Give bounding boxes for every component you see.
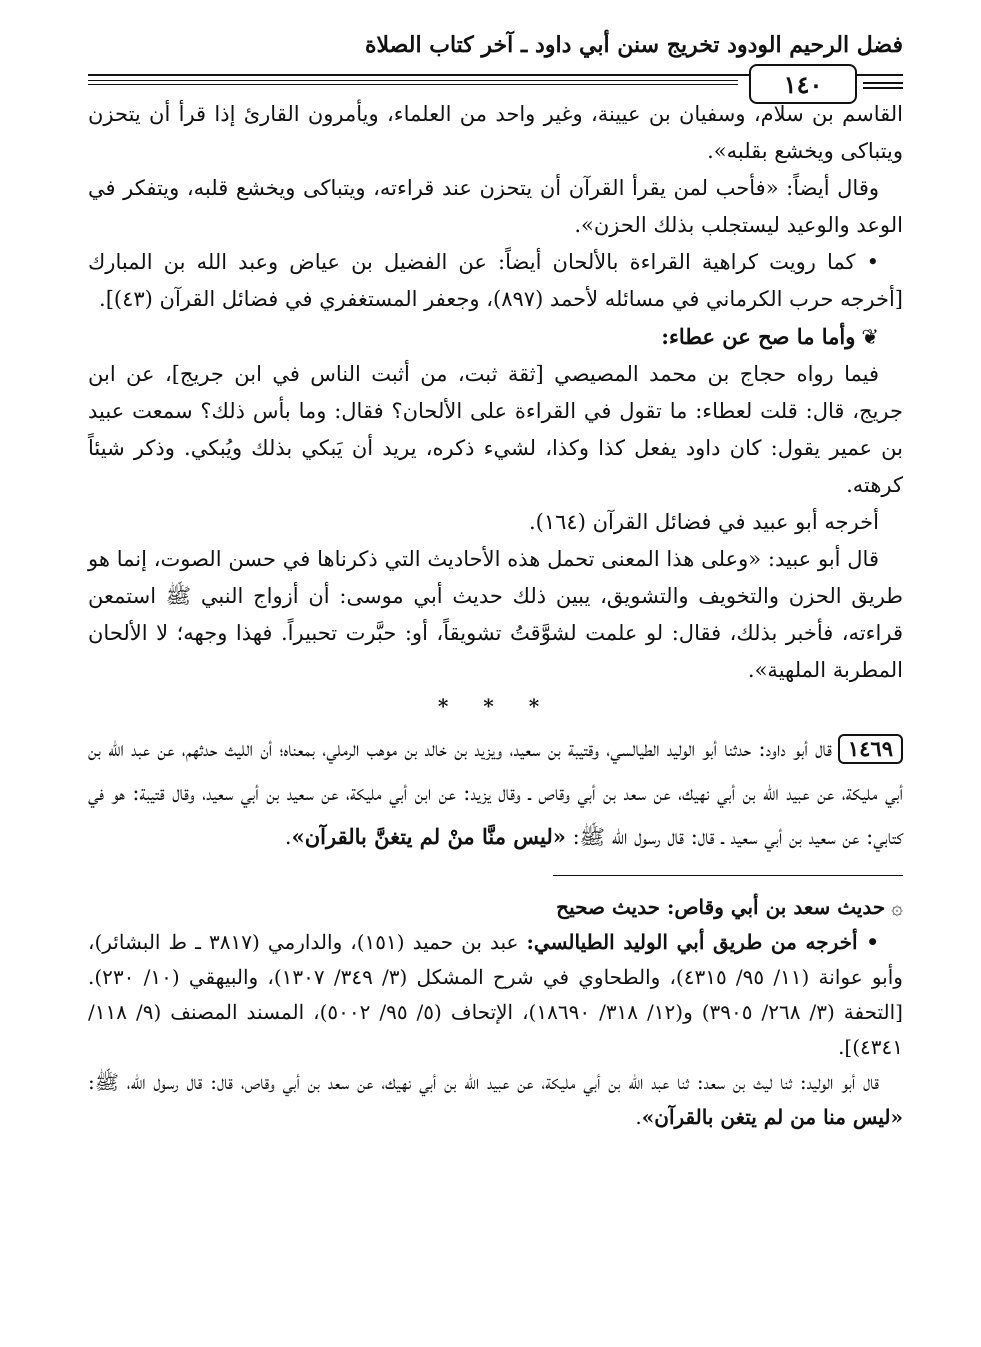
ornament-icon: ۞ bbox=[891, 895, 903, 919]
footnotes bbox=[88, 890, 903, 1135]
paragraph: وقال أيضاً: «فأحب لمن يقرأ القرآن أن يتحزن عند قراءته، ويتباكى ويخشع قلبه، ويتفكر في الوعد والوعيد ليستجلب بذلك الحزن». bbox=[88, 176, 903, 237]
header-rule-left bbox=[88, 80, 738, 81]
footnote-matn: «ليس منا من لم يتغن بالقرآن» bbox=[641, 1105, 903, 1129]
hadith-text: قال أبو داود: حدثنا أبو الوليد الطيالسي، وقتيبة بن سعيد، ويزيد بن خالد بن موهب الرملي، بمعناه؛ أن الليث حدثهم، عن عبد الله بن أبي مليكة، عن عبيد الله بن أبي نهيك، عن سعد بن أبي وقاص ـ وقال يزيد: عن ابن أبي مليكة، عن سعيد بن أبي سعيد، وقال قتيبة: هو في كتابي: عن سعيد بن أبي سعيد ـ قال: قال رسول الله ﷺ: bbox=[88, 737, 903, 849]
header-rule-left-2 bbox=[88, 84, 738, 85]
running-title: فضل الرحيم الودود تخريج سنن أبي داود ـ آخر كتاب الصلاة bbox=[365, 32, 903, 58]
hadith-matn: «ليس منَّا منْ لم يتغنَّ بالقرآن» bbox=[291, 824, 566, 849]
paragraph: القاسم بن سلام، وسفيان بن عيينة، وغير واحد من العلماء، ويأمرون القارئ إذا قرأ أن يتحزن ويتباكى ويخشع بقلبه». bbox=[88, 102, 903, 163]
footnote-text: عبد بن حميد (١٥١)، والدارمي (٣٨١٧ ـ ط البشائر)، وأبو عوانة (١١/ ٩٥/ ٤٣١٥)، والطحاوي في شرح المشكل (٣/ ٣٤٩/ ١٣٠٧)، والبيهقي (١٠/ ٢٣٠). [التحفة (٣/ ٢٦٨/ ٣٩٠٥) و(١٢/ ٣١٨/ ١٨٦٩٠)، الإتحاف (٥/ ٩٥/ ٥٠٠٢)، المسند المصنف (٩/ ١١٨/ ٤٣٤١)]. bbox=[88, 930, 903, 1059]
footnote-lead: • أخرجه من طريق أبي الوليد الطيالسي: bbox=[526, 930, 879, 954]
footnote-separator bbox=[553, 875, 903, 876]
section-heading bbox=[88, 318, 903, 356]
footnote-paragraph bbox=[88, 925, 903, 1065]
section-separator: * * * bbox=[437, 694, 554, 718]
footnote-heading bbox=[88, 890, 903, 925]
footnote-paragraph bbox=[88, 1065, 903, 1135]
hadith-number-badge: ١٤٦٩ bbox=[838, 734, 903, 764]
paragraph: قال أبو عبيد: «وعلى هذا المعنى تحمل هذه الأحاديث التي ذكرناها في حسن الصوت، إنما هو طريق الحزن والتخويف والتشويق، يبين ذلك حديث أبي موسى: أن أزواج النبي ﷺ استمعن قراءته، فأخبر بذلك، فقال: لو علمت لشوَّقتُ تشويقاً، أو: حبَّرت تحبيراً. فهذا وجهه؛ لا الألحان المطربة الملهية». bbox=[88, 547, 903, 682]
header-rule-right-2 bbox=[863, 87, 903, 89]
page-number: ١٤٠ bbox=[783, 69, 823, 99]
paragraph: أخرجه أبو عبيد في فضائل القرآن (١٦٤). bbox=[529, 510, 879, 534]
leaf-icon: ❦ bbox=[861, 325, 879, 349]
paragraph: فيما رواه حجاج بن محمد المصيصي [ثقة ثبت، من أثبت الناس في ابن جريج]، عن ابن جريج، قال: قلت لعطاء: ما تقول في القراءة على الألحان؟ فقال: وما بأس ذلك؟ سمعت عبيد بن عمير يقول: كان داود يفعل كذا وكذا، لشيء ذكره، يريد أن يَبكي بذلك ويُبكي. وذكر شيئاً كرهته. bbox=[88, 362, 903, 497]
footnote-text: قال أبو الوليد: ثنا ليث بن سعد: ثنا عبد الله بن أبي مليكة، عن عبيد الله بن أبي نهيك، عن سعد بن أبي وقاص، قال: قال رسول الله، ﷺ: bbox=[88, 1070, 879, 1094]
main-text bbox=[88, 96, 903, 1135]
footnote-end: . bbox=[635, 1105, 642, 1129]
footnote-heading-text: حديث سعد بن أبي وقاص: حديث صحيح bbox=[556, 895, 886, 919]
paragraph: • كما رويت كراهية القراءة بالألحان أيضاً: عن الفضيل بن عياض وعبد الله بن المبارك [أخرجه حرب الكرماني في مسائله لأحمد (٨٩٧)، وجعفر المستغفري في فضائل القرآن (٤٣)]. bbox=[88, 250, 903, 311]
hadith-paragraph bbox=[88, 727, 903, 859]
hadith-end: . bbox=[284, 825, 292, 849]
page-header bbox=[88, 18, 903, 108]
header-rule-right bbox=[863, 82, 903, 84]
section-heading-text: وأما ما صح عن عطاء: bbox=[661, 324, 856, 349]
